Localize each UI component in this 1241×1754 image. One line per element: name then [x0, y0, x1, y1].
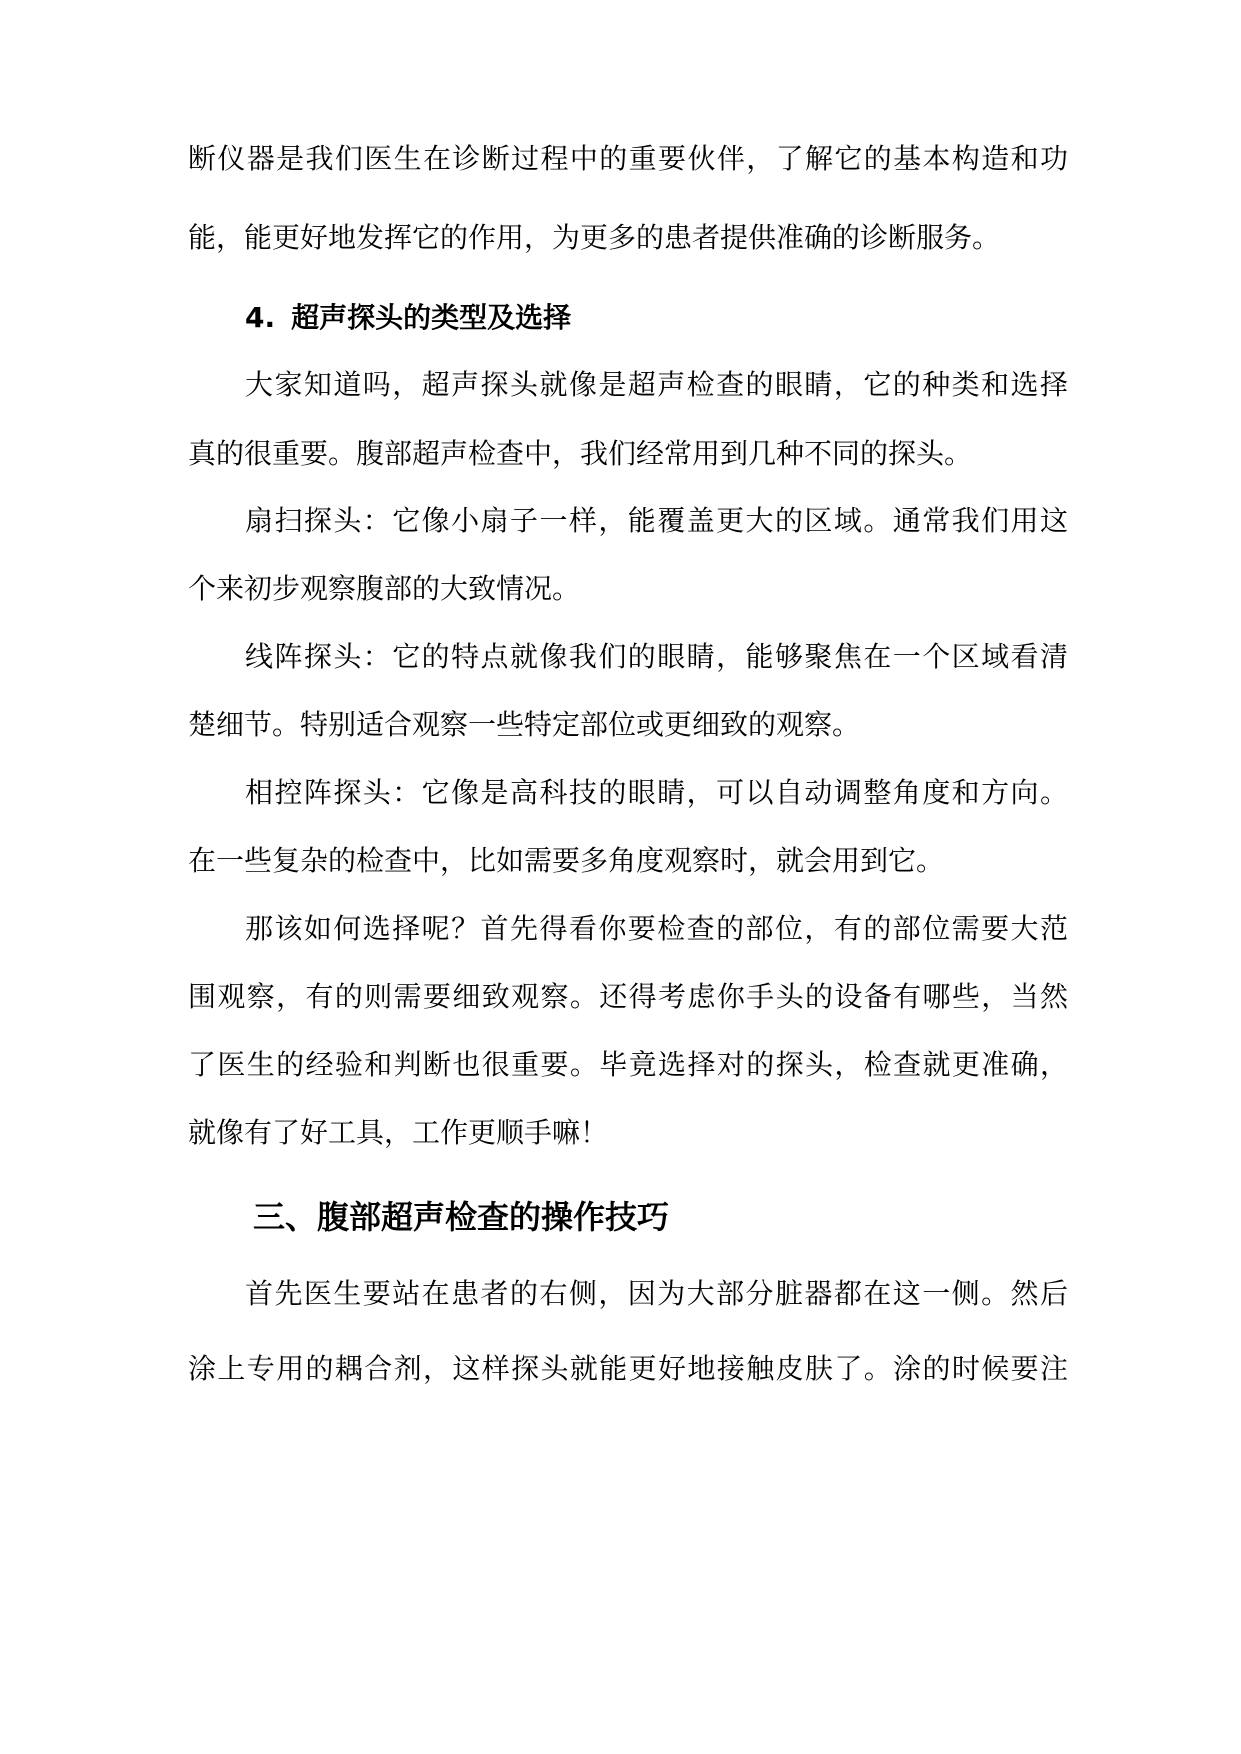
- paragraph-line: 围观察，有的则需要细致观察。还得考虑你手头的设备有哪些，当然: [188, 980, 1068, 1013]
- paragraph-line: 楚细节。特别适合观察一些特定部位或更细致的观察。: [188, 708, 861, 741]
- paragraph-line: 线阵探头：它的特点就像我们的眼睛，能够聚焦在一个区域看清: [245, 640, 1068, 673]
- paragraph-line: 个来初步观察腹部的大致情况。: [188, 572, 581, 605]
- paragraph-line: 在一些复杂的检查中，比如需要多角度观察时，就会用到它。: [188, 844, 945, 877]
- section-heading: 三、腹部超声检查的操作技巧: [253, 1198, 670, 1236]
- paragraph-line: 扇扫探头：它像小扇子一样，能覆盖更大的区域。通常我们用这: [245, 504, 1068, 537]
- subheading-title: 超声探头的类型及选择: [291, 301, 572, 334]
- paragraph-line: 那该如何选择呢？首先得看你要检查的部位，有的部位需要大范: [245, 912, 1068, 945]
- paragraph-line: 首先医生要站在患者的右侧，因为大部分脏器都在这一侧。然后: [245, 1277, 1068, 1310]
- paragraph-line: 涂上专用的耦合剂，这样探头就能更好地接触皮肤了。涂的时候要注: [188, 1352, 1068, 1385]
- paragraph-line: 了医生的经验和判断也很重要。毕竟选择对的探头，检查就更准确，: [188, 1048, 1068, 1081]
- paragraph-line: 断仪器是我们医生在诊断过程中的重要伙伴，了解它的基本构造和功: [188, 142, 1068, 175]
- subheading: [245, 298, 571, 338]
- paragraph-line: 大家知道吗，超声探头就像是超声检查的眼睛，它的种类和选择: [245, 368, 1068, 401]
- paragraph-line: 能，能更好地发挥它的作用，为更多的患者提供准确的诊断服务。: [188, 221, 1001, 254]
- paragraph-line: 就像有了好工具，工作更顺手嘛！: [188, 1116, 609, 1149]
- subheading-number: 4.: [245, 301, 276, 334]
- paragraph-line: 真的很重要。腹部超声检查中，我们经常用到几种不同的探头。: [188, 437, 973, 470]
- paragraph-line: 相控阵探头：它像是高科技的眼睛，可以自动调整角度和方向。: [245, 776, 1068, 809]
